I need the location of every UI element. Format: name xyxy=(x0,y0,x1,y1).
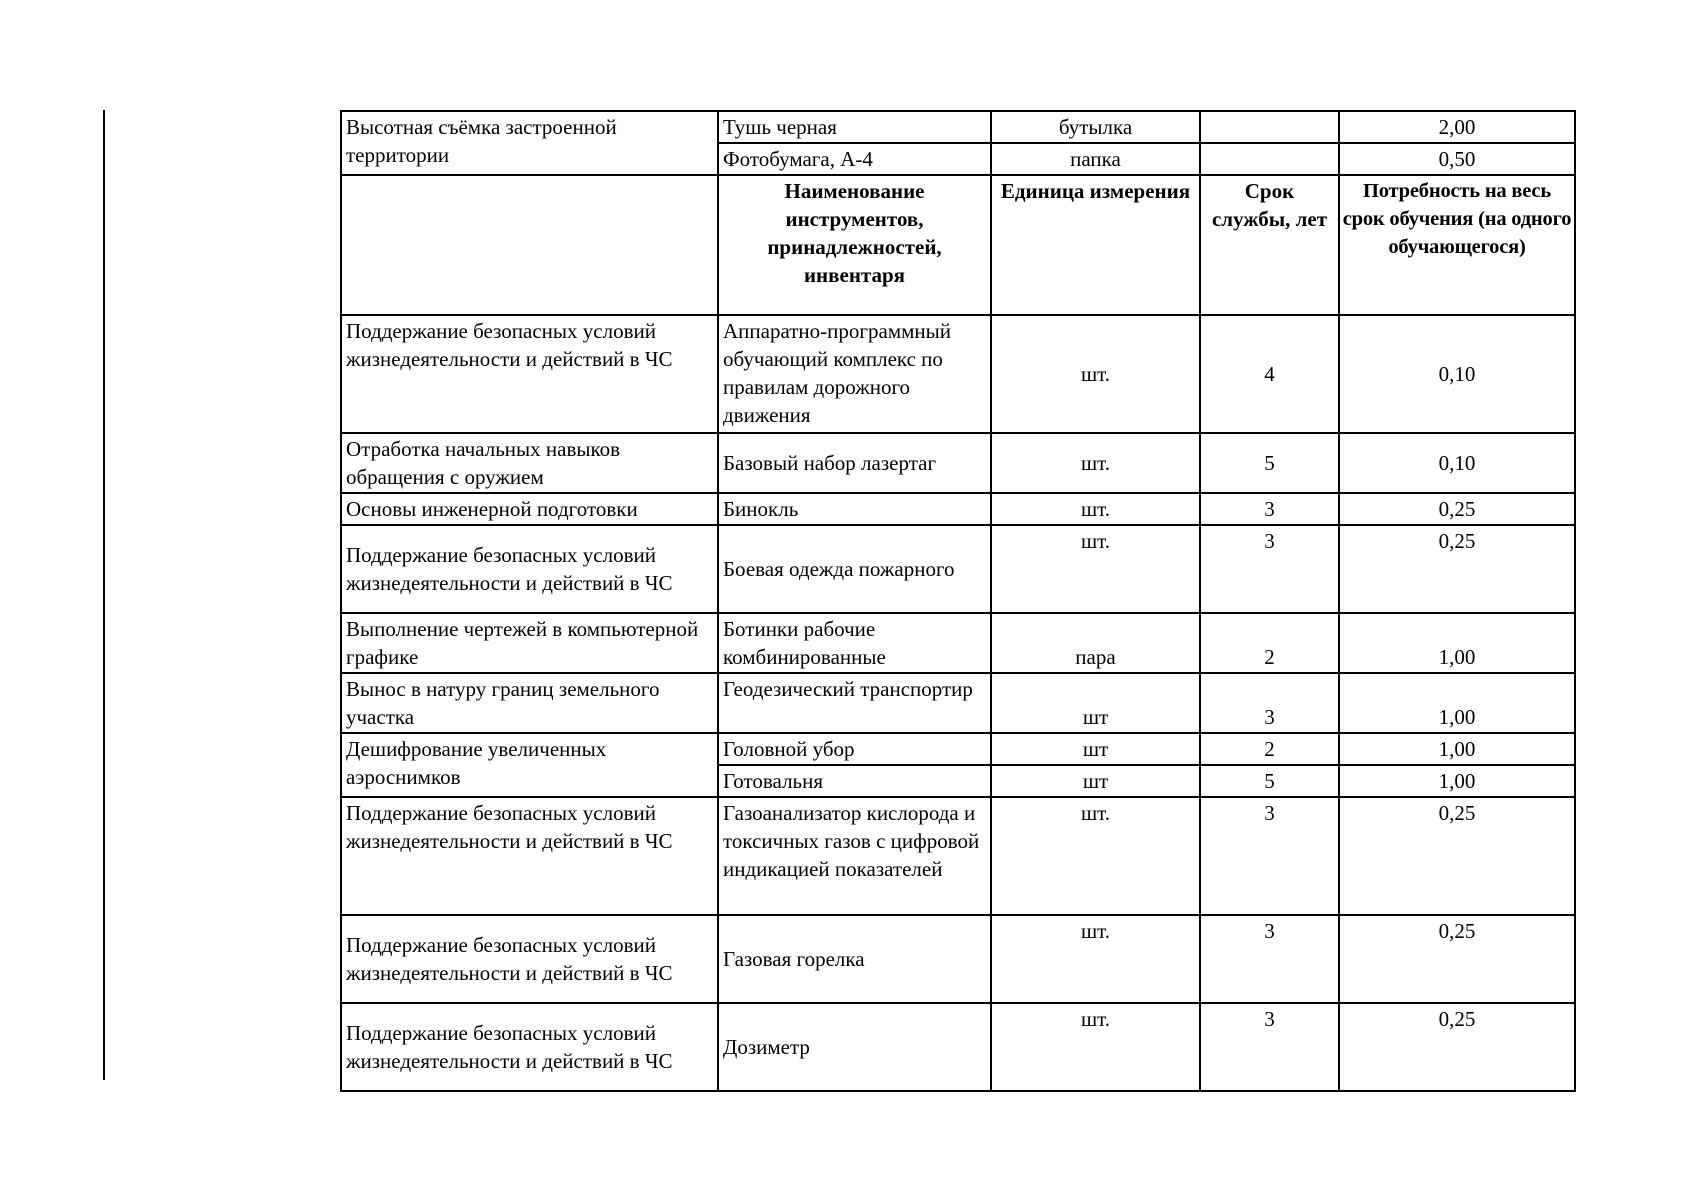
life-cell: 2 xyxy=(1200,613,1339,673)
item-cell: Газовая горелка xyxy=(718,915,991,1003)
qty-cell: 0,25 xyxy=(1339,1003,1575,1091)
life-cell: 2 xyxy=(1200,733,1339,765)
table-row xyxy=(341,315,1575,433)
item-cell: Дозиметр xyxy=(718,1003,991,1091)
qty-cell: 2,00 xyxy=(1339,111,1575,143)
unit-cell: бутылка xyxy=(991,111,1200,143)
unit-cell: шт. xyxy=(991,493,1200,525)
table-row xyxy=(341,525,1575,613)
unit-cell: шт. xyxy=(991,315,1200,433)
qty-cell: 0,25 xyxy=(1339,493,1575,525)
unit-cell: папка xyxy=(991,143,1200,175)
page-margin-line xyxy=(103,110,105,1080)
life-cell: 3 xyxy=(1200,525,1339,613)
qty-cell: 1,00 xyxy=(1339,673,1575,733)
item-cell: Готовальня xyxy=(718,765,991,797)
table-row xyxy=(341,613,1575,673)
qty-cell: 0,10 xyxy=(1339,315,1575,433)
life-cell: 4 xyxy=(1200,315,1339,433)
unit-cell: пара xyxy=(991,613,1200,673)
table-row xyxy=(341,673,1575,733)
table-row xyxy=(341,915,1575,1003)
life-cell xyxy=(1200,111,1339,143)
activity-cell: Основы инженерной подготовки xyxy=(341,493,718,525)
header-activity-cell xyxy=(341,175,718,315)
table-row xyxy=(341,1003,1575,1091)
life-cell: 3 xyxy=(1200,673,1339,733)
activity-cell: Поддержание безопасных условий жизнедеятельности и действий в ЧС xyxy=(341,797,718,915)
life-cell: 5 xyxy=(1200,765,1339,797)
life-cell: 3 xyxy=(1200,797,1339,915)
table-row xyxy=(341,493,1575,525)
unit-cell: шт xyxy=(991,673,1200,733)
qty-cell: 0,25 xyxy=(1339,915,1575,1003)
header-life-cell: Срок службы, лет xyxy=(1200,175,1339,315)
qty-cell: 1,00 xyxy=(1339,733,1575,765)
header-unit-cell: Единица измерения xyxy=(991,175,1200,315)
qty-cell: 1,00 xyxy=(1339,765,1575,797)
unit-cell: шт xyxy=(991,765,1200,797)
table-row xyxy=(341,733,1575,765)
item-cell: Тушь черная xyxy=(718,111,991,143)
activity-cell: Поддержание безопасных условий жизнедеятельности и действий в ЧС xyxy=(341,315,718,433)
item-cell: Базовый набор лазертаг xyxy=(718,433,991,493)
item-cell: Фотобумага, А-4 xyxy=(718,143,991,175)
unit-cell: шт. xyxy=(991,433,1200,493)
table-header-row xyxy=(341,175,1575,315)
life-cell: 3 xyxy=(1200,493,1339,525)
unit-cell: шт. xyxy=(991,1003,1200,1091)
unit-cell: шт. xyxy=(991,797,1200,915)
activity-cell: Поддержание безопасных условий жизнедеятельности и действий в ЧС xyxy=(341,525,718,613)
activity-cell: Дешифрование увеличенных аэроснимков xyxy=(341,733,718,797)
activity-cell: Отработка начальных навыков обращения с оружием xyxy=(341,433,718,493)
table-row xyxy=(341,797,1575,915)
header-qty-cell: Потребность на весь срок обучения (на одного обучающегося) xyxy=(1339,175,1575,315)
item-cell: Геодезический транспортир xyxy=(718,673,991,733)
activity-cell: Поддержание безопасных условий жизнедеятельности и действий в ЧС xyxy=(341,915,718,1003)
life-cell: 5 xyxy=(1200,433,1339,493)
activity-cell: Выполнение чертежей в компьютерной графике xyxy=(341,613,718,673)
qty-cell: 1,00 xyxy=(1339,613,1575,673)
activity-cell: Высотная съёмка застроенной территории xyxy=(341,111,718,175)
qty-cell: 0,10 xyxy=(1339,433,1575,493)
life-cell xyxy=(1200,143,1339,175)
item-cell: Аппаратно-программный обучающий комплекс по правилам дорожного движения xyxy=(718,315,991,433)
unit-cell: шт xyxy=(991,733,1200,765)
table-row xyxy=(341,433,1575,493)
item-cell: Головной убор xyxy=(718,733,991,765)
item-cell: Ботинки рабочие комбинированные xyxy=(718,613,991,673)
life-cell: 3 xyxy=(1200,1003,1339,1091)
item-cell: Газоанализатор кислорода и токсичных газов с цифровой индикацией показателей xyxy=(718,797,991,915)
item-cell: Боевая одежда пожарного xyxy=(718,525,991,613)
qty-cell: 0,50 xyxy=(1339,143,1575,175)
item-cell: Бинокль xyxy=(718,493,991,525)
activity-cell: Вынос в натуру границ земельного участка xyxy=(341,673,718,733)
table-row xyxy=(341,111,1575,143)
unit-cell: шт. xyxy=(991,915,1200,1003)
activity-cell: Поддержание безопасных условий жизнедеятельности и действий в ЧС xyxy=(341,1003,718,1091)
qty-cell: 0,25 xyxy=(1339,797,1575,915)
header-item-cell: Наименование инструментов, принадлежностей, инвентаря xyxy=(718,175,991,315)
life-cell: 3 xyxy=(1200,915,1339,1003)
materials-table xyxy=(340,110,1576,1092)
unit-cell: шт. xyxy=(991,525,1200,613)
qty-cell: 0,25 xyxy=(1339,525,1575,613)
